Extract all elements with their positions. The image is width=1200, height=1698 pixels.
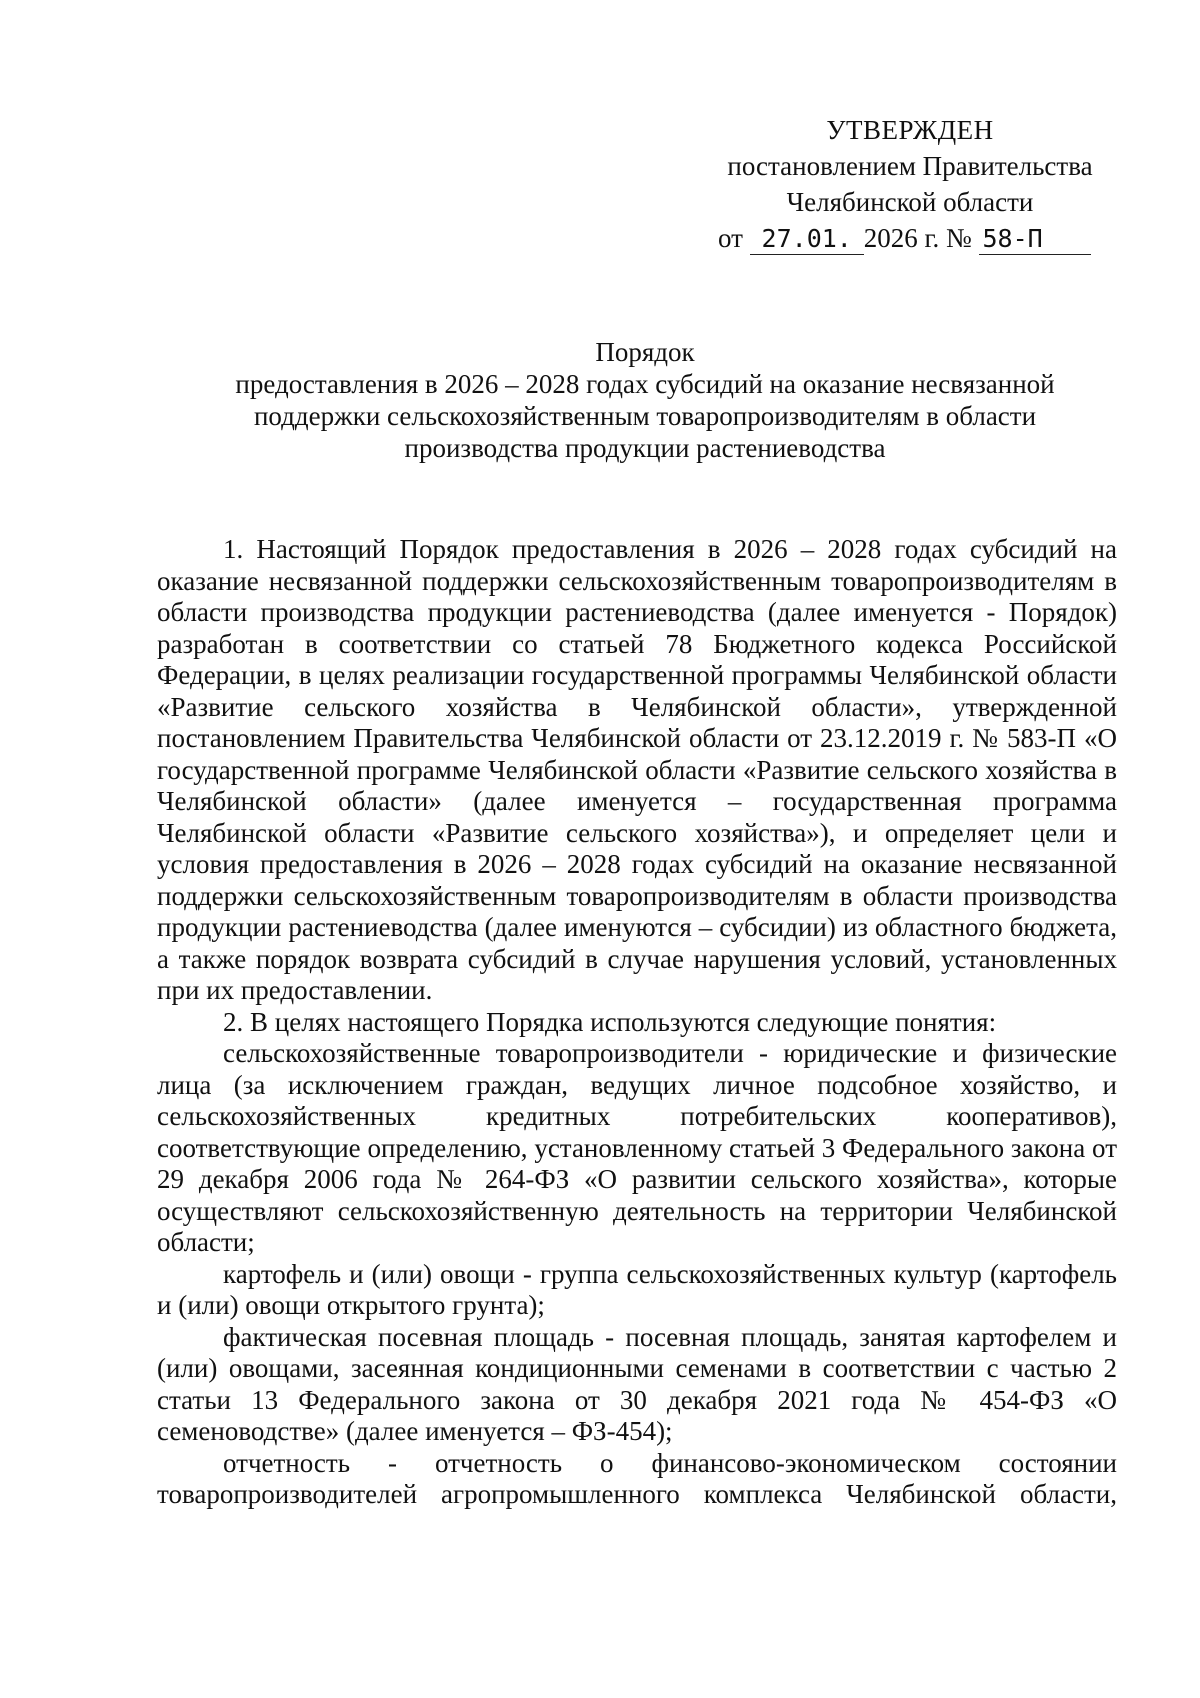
approval-line-2: Челябинской области bbox=[786, 187, 1034, 217]
approval-line-1: постановлением Правительства bbox=[727, 151, 1093, 181]
paragraph-5: фактическая посевная площадь - посевная площадь, занятая картофелем и (или) овощами, засеянная кондиционными семенами в соответствии с частью 2 статьи 13 Федерального закона от 30 декабря 2021 года № 454-ФЗ «О семеноводстве» (далее именуется – ФЗ-454); bbox=[157, 1321, 1117, 1446]
document-number: 58-П bbox=[979, 224, 1091, 255]
heading-line-3: поддержки сельскохозяйственным товаропроизводителям в области bbox=[253, 401, 1037, 431]
document-heading bbox=[150, 336, 1140, 464]
approval-block bbox=[700, 112, 1120, 256]
paragraph-4: картофель и (или) овощи - группа сельскохозяйственных культур (картофель и (или) овощи открытого грунта); bbox=[157, 1258, 1117, 1320]
approval-title: УТВЕРЖДЕН bbox=[826, 115, 994, 145]
paragraph-2: 2. В целях настоящего Порядка используются следующие понятия: bbox=[223, 1006, 997, 1037]
paragraph-3: сельскохозяйственные товаропроизводители - юридические и физические лица (за исключением граждан, ведущих личное подсобное хозяйство, и сельскохозяйственных кредитных потребительских кооперативов), соответствующие определению, установленному статьей 3 Федерального закона от 29 декабря 2006 года № 264-ФЗ «О развитии сельского хозяйства», которые осуществляют сельскохозяйственную деятельность на территории Челябинской области; bbox=[157, 1038, 1117, 1257]
approval-date-line bbox=[700, 220, 1120, 256]
paragraph-6: отчетность - отчетность о финансово-экономическом состоянии товаропроизводителей агропромышленного комплекса Челябинской области, bbox=[157, 1447, 1117, 1509]
heading-title: Порядок bbox=[595, 337, 695, 367]
date-suffix: 2026 г. № bbox=[863, 223, 972, 253]
heading-line-2: предоставления в 2026 – 2028 годах субсидий на оказание несвязанной bbox=[235, 369, 1055, 399]
document-body bbox=[157, 534, 1117, 1511]
date-value: 27.01. bbox=[750, 224, 864, 255]
paragraph-1: 1. Настоящий Порядок предоставления в 2026 – 2028 годах субсидий на оказание несвязанной поддержки сельскохозяйственным товаропроизводителям в области производства продукции растениеводства (далее именуется - Порядок) разработан в соответствии со статьей 78 Бюджетного кодекса Российской Федерации, в целях реализации государственной программы Челябинской области «Развитие сельского хозяйства в Челябинской области», утвержденной постановлением Правительства Челябинской области от 23.12.2019 г. № 583-П «О государственной программе Челябинской области «Развитие сельского хозяйства в Челябинской области» (далее именуется – государственная программа Челябинской области «Развитие сельского хозяйства»), и определяет цели и условия предоставления в 2026 – 2028 годах субсидий на оказание несвязанной поддержки сельскохозяйственным товаропроизводителям в области производства продукции растениеводства (далее именуются – субсидии) из областного бюджета, а также порядок возврата субсидий в случае нарушения условий, установленных при их предоставлении. bbox=[157, 534, 1117, 1005]
date-prefix: от bbox=[718, 223, 743, 253]
heading-line-4: производства продукции растениеводства bbox=[404, 433, 886, 463]
